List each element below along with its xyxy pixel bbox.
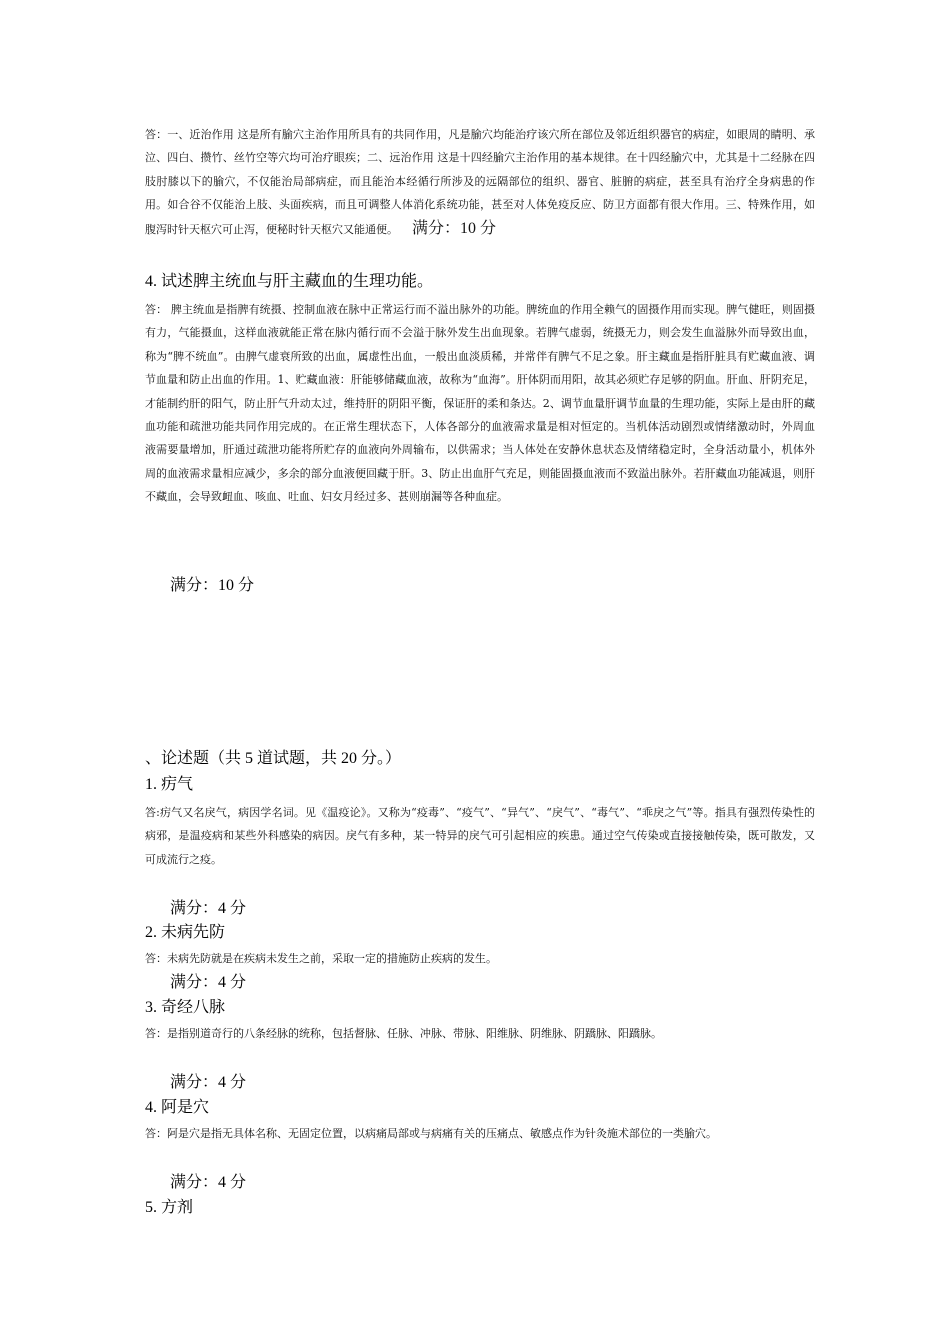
item-3-title: 3. 奇经八脉 <box>145 999 226 1016</box>
item-4-answer: 答：阿是穴是指无具体名称、无固定位置，以病痛局部或与病痛有关的压痛点、敏感点作为针灸施术部位的一类腧穴。 <box>145 1127 717 1140</box>
item-2-title: 2. 未病先防 <box>145 924 226 941</box>
answer-3-block <box>145 123 815 241</box>
question-4-title: 4. 试述脾主统血与肝主藏血的生理功能。 <box>145 273 434 290</box>
section-2-heading-block <box>145 749 815 769</box>
item-1-block <box>145 775 815 871</box>
item-5-block <box>145 1198 815 1218</box>
answer-3-text <box>145 123 815 241</box>
item-1-answer: 答:疠气又名戾气，病因学名词。见《温疫论》。又称为“疫毒”、“疫气”、“异气”、“戾气”、“毒气”、“乖戾之气”等。指具有强烈传染性的病邪，是温疫病和某些外科感染的病因。戾气有多种，某一特异的戾气可引起相应的疾患。通过空气传染或直接接触传染，既可散发，又可成流行之疫。 <box>145 806 815 866</box>
item-1-score: 满分：4 分 <box>170 900 247 917</box>
item-4-score: 满分：4 分 <box>170 1174 247 1191</box>
answer-3-score: 满分：10 分 <box>412 219 497 237</box>
item-4-block <box>145 1098 815 1145</box>
item-4-title: 4. 阿是穴 <box>145 1099 210 1116</box>
item-3-answer: 答：是指别道奇行的八条经脉的统称，包括督脉、任脉、冲脉、带脉、阳维脉、阴维脉、阴蹻脉、阳蹻脉。 <box>145 1027 662 1040</box>
item-1-title: 1. 疠气 <box>145 776 194 793</box>
item-3-score: 满分：4 分 <box>170 1074 247 1091</box>
question-4-block <box>145 272 815 509</box>
item-2-block <box>145 923 815 970</box>
section-2-heading: 、论述题（共 5 道试题，共 20 分。） <box>145 750 402 767</box>
question-4-answer: 答： 脾主统血是指脾有统摄、控制血液在脉中正常运行而不溢出脉外的功能。脾统血的作用全赖气的固摄作用而实现。脾气健旺，则固摄有力，气能摄血，这样血液就能正常在脉内循行而不会溢于脉外发生出血现象。若脾气虚弱，统摄无力，则会发生血溢脉外而导致出血，称为“脾不统血”。由脾气虚衰所致的出血，属虚性出血，一般出血淡质稀，并常伴有脾气不足之象。肝主藏血是指肝脏具有贮藏血液、调节血量和防止出血的作用。1、贮藏血液：肝能够储藏血液，故称为“血海”。肝体阴而用阳，故其必须贮存足够的阴血。肝血、肝阴充足，才能制约肝的阳气，防止肝气升动太过，维持肝的阴阳平衡，保证肝的柔和条达。2、调节血量肝调节血量的生理功能，实际上是由肝的藏血功能和疏泄功能共同作用完成的。在正常生理状态下，人体各部分的血液需求量是相对恒定的。当机体活动剧烈或情绪激动时，外周血液需要量增加，肝通过疏泄功能将所贮存的血液向外周输布，以供需求；当人体处在安静休息状态及情绪稳定时，全身活动量小，机体外周的血液需求量相应减少，多余的部分血液便回藏于肝。3、防止出血肝气充足，则能固摄血液而不致溢出脉外。若肝藏血功能减退，则肝不藏血，会导致衄血、咳血、吐血、妇女月经过多、甚则崩漏等各种血症。 <box>145 303 815 504</box>
question-4-score: 满分：10 分 <box>170 577 255 594</box>
item-5-title: 5. 方剂 <box>145 1199 194 1216</box>
item-2-answer: 答：未病先防就是在疾病未发生之前，采取一定的措施防止疾病的发生。 <box>145 952 497 965</box>
answer-3-body: 答：一、近治作用 这是所有腧穴主治作用所具有的共同作用，凡是腧穴均能治疗该穴所在部位及邻近组织器官的病症，如眼周的睛明、承泣、四白、攒竹、丝竹空等穴均可治疗眼疾；二、远治作用 这是十四经腧穴主治作用的基本规律。在十四经腧穴中，尤其是十二经脉在四肢肘膝以下的腧穴，不仅能治局部病症，而且能治本经循行所涉及的远隔部位的组织、器官、脏腑的病症，甚至具有治疗全身病患的作用。如合谷不仅能治上肢、头面疾病，而且可调整人体消化系统功能，甚至对人体免疫反应、防卫方面都有很大作用。三、特殊作用，如腹泻时针天枢穴可止泻，便秘时针天枢穴又能通便。 <box>145 128 815 236</box>
item-2-score: 满分：4 分 <box>170 974 247 991</box>
item-3-block <box>145 998 815 1045</box>
